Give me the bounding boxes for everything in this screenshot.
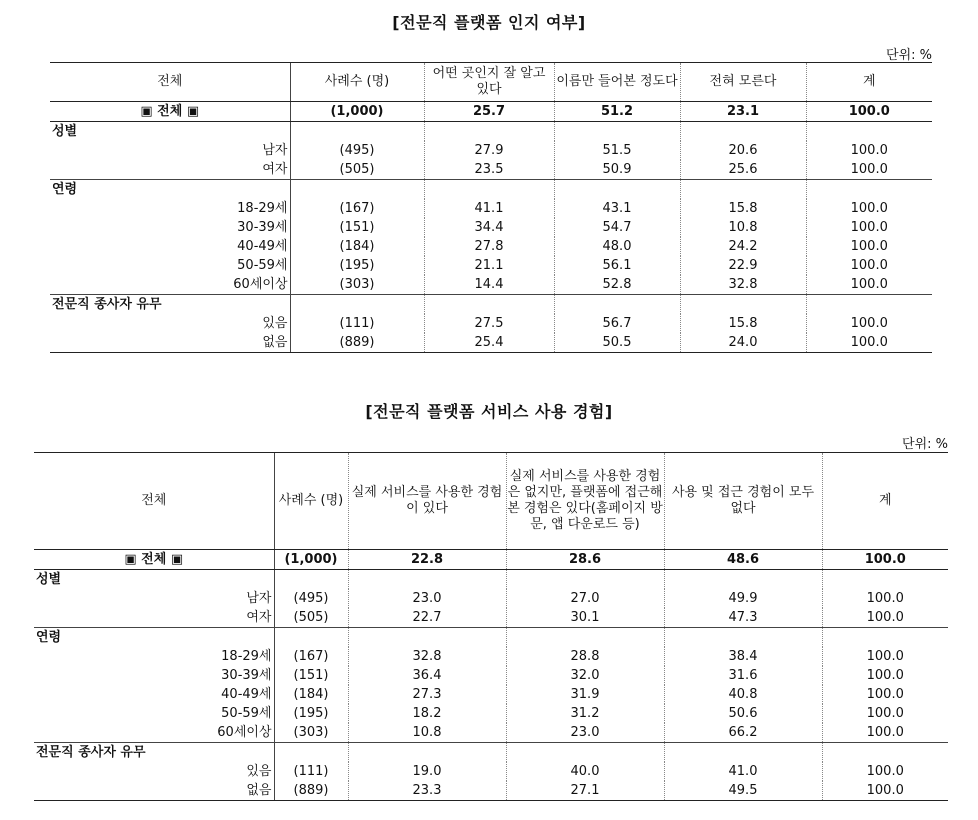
row-label: 있음	[246, 764, 272, 779]
empty-cell	[806, 180, 932, 200]
data-cell: 24.2	[680, 237, 806, 256]
data-cell: 31.6	[664, 666, 822, 685]
table-row	[50, 199, 932, 218]
data-cell: 51.5	[554, 141, 680, 160]
data-cell: 15.8	[680, 199, 806, 218]
empty-cell	[806, 122, 932, 142]
empty-cell	[554, 180, 680, 200]
table-row	[34, 723, 948, 743]
table1-awareness	[50, 62, 932, 353]
data-cell: 27.9	[424, 141, 554, 160]
header-cell: 전혀 모른다	[680, 63, 806, 102]
data-cell: 15.8	[680, 314, 806, 333]
data-cell: 100.0	[822, 589, 948, 608]
data-cell: (303)	[290, 275, 424, 295]
table2-usage-experience	[34, 452, 948, 801]
group-label: 전문직 종사자 유무	[34, 743, 274, 763]
empty-cell	[274, 628, 348, 648]
total-row	[34, 550, 948, 570]
total-cell: 28.6	[506, 550, 664, 570]
header-cell: 계	[806, 63, 932, 102]
data-cell: 27.1	[506, 781, 664, 801]
empty-cell	[822, 743, 948, 763]
data-cell: 27.0	[506, 589, 664, 608]
table1-unit-label: 단위: %	[886, 48, 932, 63]
group-label: 성별	[52, 124, 78, 139]
empty-cell	[506, 570, 664, 590]
data-cell: 23.0	[506, 723, 664, 743]
data-cell: 41.1	[424, 199, 554, 218]
total-cell: 51.2	[554, 102, 680, 122]
header-cell: 실제 서비스를 사용한 경험은 없지만, 플랫폼에 접근해 본 경험은 있다(홈페이지 방문, 앱 다운로드 등)	[506, 453, 664, 550]
data-cell: 50.6	[664, 704, 822, 723]
data-cell: 23.3	[348, 781, 506, 801]
data-cell: 25.4	[424, 333, 554, 353]
row-label: 50-59세	[237, 258, 288, 273]
empty-cell	[290, 180, 424, 200]
table-row	[34, 781, 948, 801]
row-label: 40-49세	[237, 239, 288, 254]
data-cell: 10.8	[348, 723, 506, 743]
data-cell: 32.8	[348, 647, 506, 666]
data-cell: 20.6	[680, 141, 806, 160]
data-cell: (889)	[290, 333, 424, 353]
empty-cell	[424, 180, 554, 200]
row-label: 남자	[246, 591, 272, 606]
empty-cell	[290, 122, 424, 142]
empty-cell	[806, 295, 932, 315]
header-cell: 계	[822, 453, 948, 550]
data-cell: (184)	[290, 237, 424, 256]
data-cell: 52.8	[554, 275, 680, 295]
table-row	[34, 589, 948, 608]
group-header-row	[34, 628, 948, 648]
data-cell: 47.3	[664, 608, 822, 628]
header-cell: 사용 및 접근 경험이 모두 없다	[664, 453, 822, 550]
table-row	[34, 647, 948, 666]
group-label: 연령	[50, 180, 290, 200]
empty-cell	[290, 295, 424, 315]
table2-title: [전문직 플랫폼 서비스 사용 경험]	[365, 402, 613, 421]
data-cell: 100.0	[806, 218, 932, 237]
table1-title: [전문직 플랫폼 인지 여부]	[392, 13, 586, 32]
empty-cell	[822, 628, 948, 648]
data-cell: (111)	[290, 314, 424, 333]
table-row	[34, 608, 948, 628]
data-cell: 24.0	[680, 333, 806, 353]
group-header-row	[50, 180, 932, 200]
data-cell: (167)	[290, 199, 424, 218]
empty-cell	[348, 570, 506, 590]
table-row	[50, 218, 932, 237]
data-cell: (303)	[274, 723, 348, 743]
row-label: 여자	[246, 610, 272, 625]
data-cell: 100.0	[822, 762, 948, 781]
data-cell: 100.0	[806, 333, 932, 353]
data-cell: 18.2	[348, 704, 506, 723]
group-header-row	[50, 122, 932, 142]
total-cell: 23.1	[680, 102, 806, 122]
empty-cell	[554, 122, 680, 142]
data-cell: 41.0	[664, 762, 822, 781]
data-cell: 100.0	[806, 256, 932, 275]
data-cell: 31.2	[506, 704, 664, 723]
data-cell: 50.5	[554, 333, 680, 353]
data-cell: 22.9	[680, 256, 806, 275]
table-row	[50, 314, 932, 333]
empty-cell	[274, 570, 348, 590]
row-label: 30-39세	[221, 668, 272, 683]
table-row	[34, 762, 948, 781]
empty-cell	[680, 295, 806, 315]
data-cell: 23.0	[348, 589, 506, 608]
data-cell: 19.0	[348, 762, 506, 781]
data-cell: 23.5	[424, 160, 554, 180]
table-row	[50, 275, 932, 295]
data-cell: 54.7	[554, 218, 680, 237]
row-label: 있음	[262, 316, 288, 331]
data-cell: 31.9	[506, 685, 664, 704]
empty-cell	[424, 122, 554, 142]
data-cell: 100.0	[822, 608, 948, 628]
empty-cell	[506, 743, 664, 763]
data-cell: 21.1	[424, 256, 554, 275]
header-cell: 전체	[34, 453, 274, 550]
data-cell: (195)	[274, 704, 348, 723]
data-cell: 100.0	[806, 314, 932, 333]
data-cell: 28.8	[506, 647, 664, 666]
data-cell: (889)	[274, 781, 348, 801]
header-cell: 전체	[50, 63, 290, 102]
data-cell: 56.1	[554, 256, 680, 275]
data-cell: (495)	[290, 141, 424, 160]
total-cell: (1,000)	[290, 102, 424, 122]
group-header-row	[34, 570, 948, 590]
data-cell: 14.4	[424, 275, 554, 295]
group-label: 전문직 종사자 유무	[50, 295, 290, 315]
total-cell: 100.0	[806, 102, 932, 122]
table-row	[50, 237, 932, 256]
total-cell: 22.8	[348, 550, 506, 570]
data-cell: 32.8	[680, 275, 806, 295]
data-cell: 100.0	[822, 666, 948, 685]
group-label: 성별	[36, 572, 62, 587]
empty-cell	[680, 180, 806, 200]
group-label: 연령	[34, 628, 274, 648]
header-cell: 어떤 곳인지 잘 알고 있다	[424, 63, 554, 102]
data-cell: 27.3	[348, 685, 506, 704]
data-cell: 56.7	[554, 314, 680, 333]
data-cell: (167)	[274, 647, 348, 666]
row-label: 없음	[34, 781, 274, 801]
data-cell: 38.4	[664, 647, 822, 666]
table-row	[50, 141, 932, 160]
data-cell: (151)	[290, 218, 424, 237]
data-cell: (151)	[274, 666, 348, 685]
table-row	[34, 704, 948, 723]
total-cell: 100.0	[822, 550, 948, 570]
header-cell: 사례수 (명)	[274, 453, 348, 550]
table-row	[34, 685, 948, 704]
data-cell: 10.8	[680, 218, 806, 237]
data-cell: (495)	[274, 589, 348, 608]
row-label: 여자	[262, 162, 288, 177]
empty-cell	[274, 743, 348, 763]
data-cell: (195)	[290, 256, 424, 275]
data-cell: (184)	[274, 685, 348, 704]
row-label: 18-29세	[237, 201, 288, 216]
header-cell: 사례수 (명)	[290, 63, 424, 102]
empty-cell	[664, 743, 822, 763]
data-cell: 27.5	[424, 314, 554, 333]
table-row	[50, 256, 932, 275]
data-cell: 66.2	[664, 723, 822, 743]
empty-cell	[554, 295, 680, 315]
data-cell: 100.0	[806, 199, 932, 218]
data-cell: 48.0	[554, 237, 680, 256]
row-label: 없음	[50, 333, 290, 353]
table-row	[50, 160, 932, 180]
table-row	[50, 333, 932, 353]
data-cell: 49.9	[664, 589, 822, 608]
data-cell: 100.0	[822, 647, 948, 666]
empty-cell	[680, 122, 806, 142]
header-row	[50, 63, 932, 102]
empty-cell	[822, 570, 948, 590]
group-header-row	[50, 295, 932, 315]
header-cell: 실제 서비스를 사용한 경험이 있다	[348, 453, 506, 550]
data-cell: 27.8	[424, 237, 554, 256]
group-header-row	[34, 743, 948, 763]
data-cell: 30.1	[506, 608, 664, 628]
total-label: ▣ 전체 ▣	[34, 550, 274, 570]
header-cell: 이름만 들어본 정도다	[554, 63, 680, 102]
data-cell: 100.0	[822, 704, 948, 723]
row-label: 60세이상	[233, 277, 288, 292]
data-cell: 40.0	[506, 762, 664, 781]
data-cell: 22.7	[348, 608, 506, 628]
row-label: 18-29세	[221, 649, 272, 664]
empty-cell	[664, 570, 822, 590]
data-cell: 36.4	[348, 666, 506, 685]
data-cell: 40.8	[664, 685, 822, 704]
row-label: 남자	[262, 143, 288, 158]
data-cell: 100.0	[822, 685, 948, 704]
data-cell: (505)	[290, 160, 424, 180]
total-label: ▣ 전체 ▣	[50, 102, 290, 122]
data-cell: 100.0	[822, 781, 948, 801]
data-cell: 32.0	[506, 666, 664, 685]
data-cell: 100.0	[822, 723, 948, 743]
row-label: 50-59세	[221, 706, 272, 721]
data-cell: 50.9	[554, 160, 680, 180]
table-row	[34, 666, 948, 685]
total-cell: 48.6	[664, 550, 822, 570]
empty-cell	[348, 628, 506, 648]
data-cell: 25.6	[680, 160, 806, 180]
row-label: 60세이상	[217, 725, 272, 740]
data-cell: 100.0	[806, 237, 932, 256]
data-cell: 100.0	[806, 160, 932, 180]
empty-cell	[424, 295, 554, 315]
data-cell: (111)	[274, 762, 348, 781]
total-row	[50, 102, 932, 122]
data-cell: 49.5	[664, 781, 822, 801]
table2-unit-label: 단위: %	[902, 437, 948, 452]
empty-cell	[664, 628, 822, 648]
total-cell: 25.7	[424, 102, 554, 122]
data-cell: 100.0	[806, 275, 932, 295]
data-cell: 43.1	[554, 199, 680, 218]
data-cell: (505)	[274, 608, 348, 628]
data-cell: 34.4	[424, 218, 554, 237]
total-cell: (1,000)	[274, 550, 348, 570]
data-cell: 100.0	[806, 141, 932, 160]
row-label: 40-49세	[221, 687, 272, 702]
empty-cell	[348, 743, 506, 763]
row-label: 30-39세	[237, 220, 288, 235]
header-row	[34, 453, 948, 550]
empty-cell	[506, 628, 664, 648]
